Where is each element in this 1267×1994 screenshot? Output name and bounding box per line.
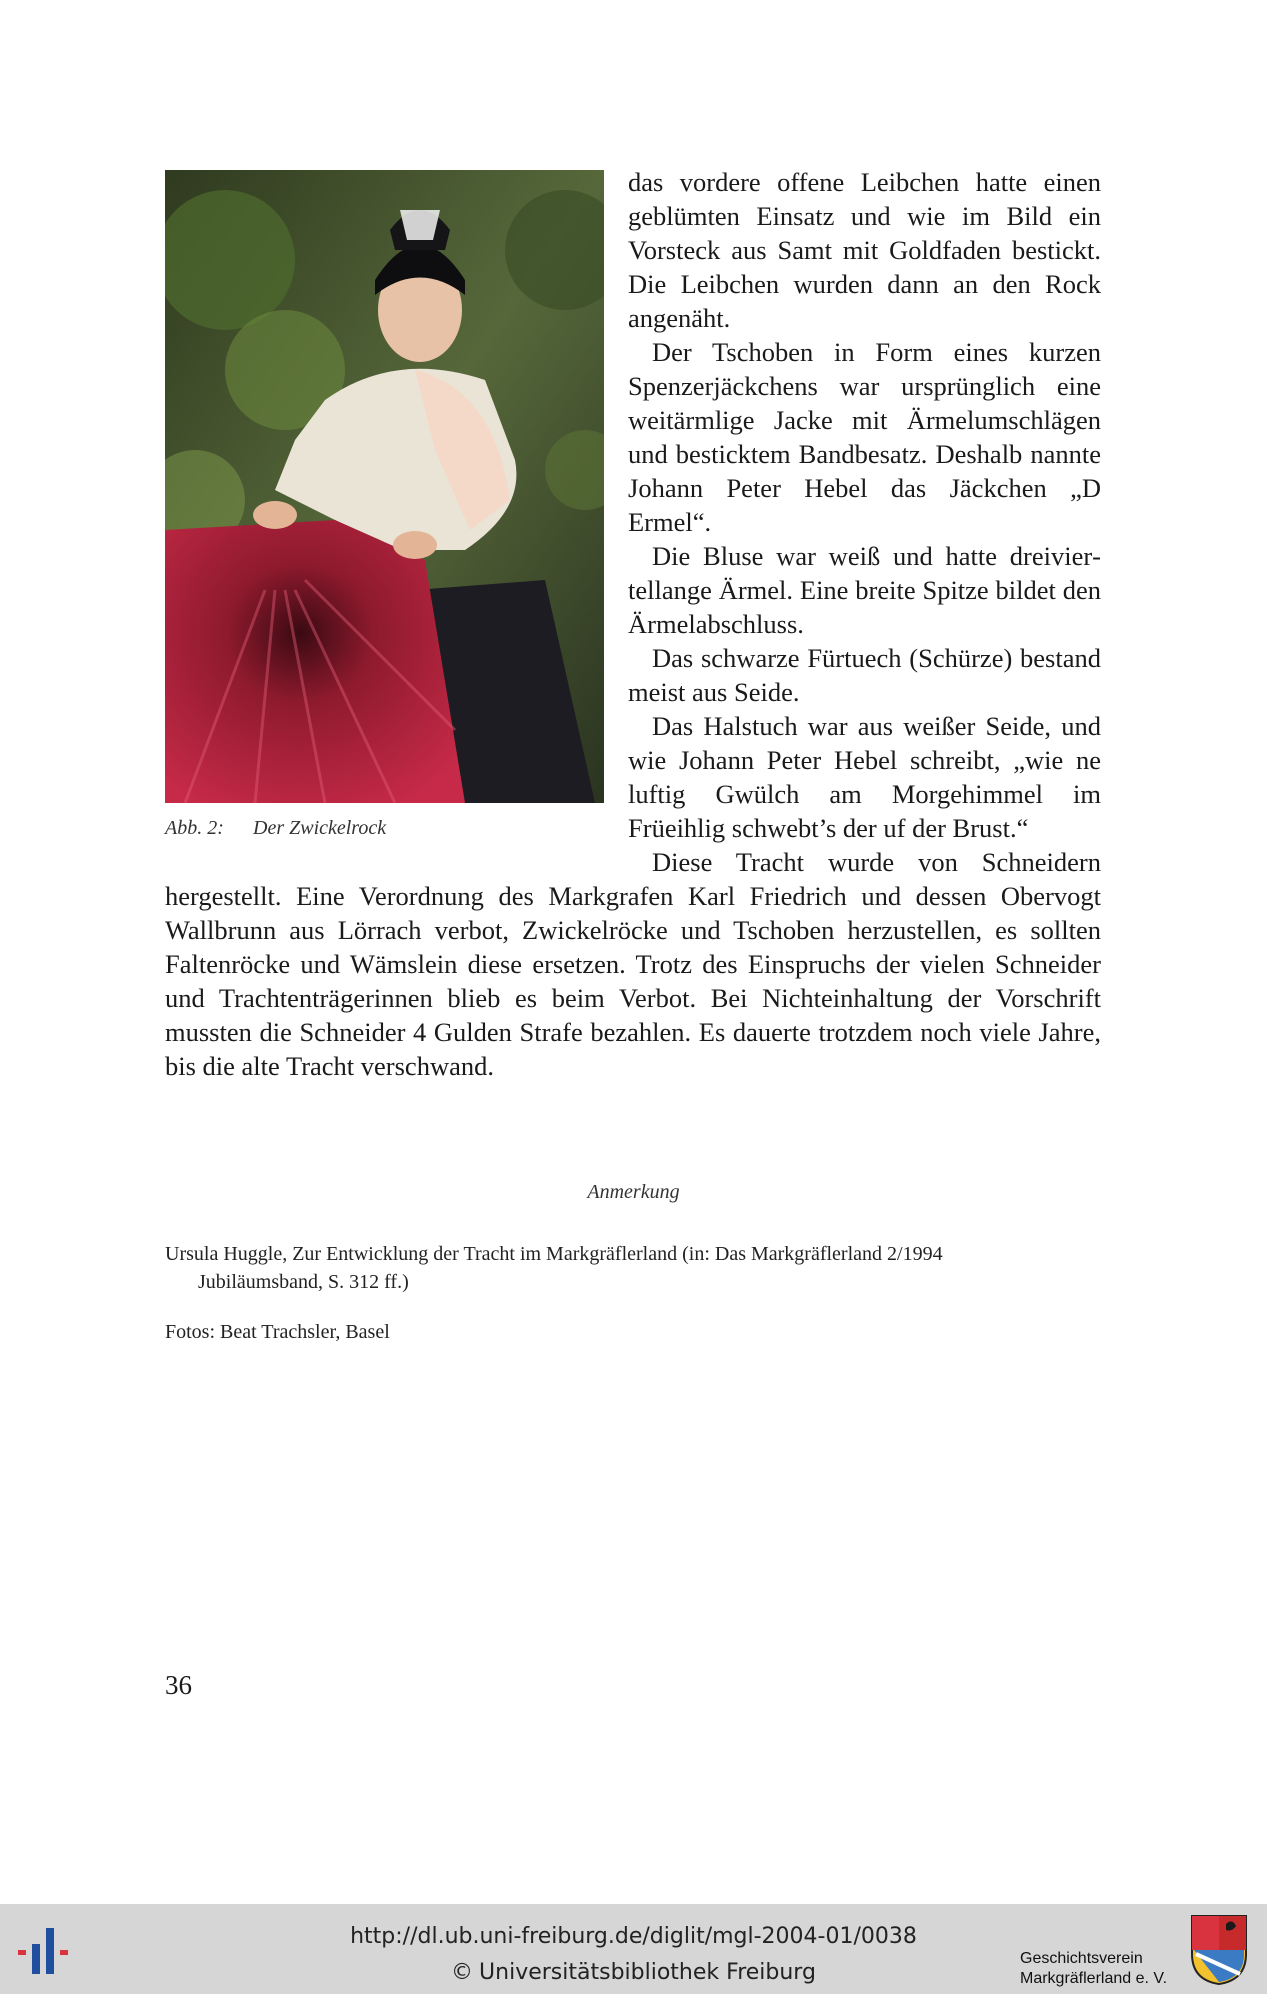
figure-caption-label: Abb. 2: [165, 817, 224, 839]
society-name [1020, 1949, 1167, 1989]
society-name-line-2: Markgräflerland e. V. [1020, 1970, 1168, 1987]
paragraph: Das schwarze Fürtuech (Schürze) bestand meist aus Seide. [628, 643, 1101, 707]
photo-credit: Fotos: Beat Trachsler, Basel [165, 1321, 390, 1343]
footer-bar [0, 1904, 1267, 1994]
zwickelrock-photo-illustration [165, 170, 604, 803]
reference-line-1: Ursula Huggle, Zur Entwicklung der Tracht im Markgräflerland (in: Das Markgräflerland 2/1994 [165, 1243, 943, 1265]
paragraph-lead: Diese Tracht wurde von Schneidern [652, 847, 1101, 877]
paragraph-body: hergestellt. Eine Verordnung des Markgrafen Karl Friedrich und dessen Obervogt Wallbrunn aus Lörrach verbot, Zwickelröcke und Tschoben herzustellen, es sollten Faltenröcke und Wämslein diese ersetzen. Trotz des Einspruchs der vielen Schneider und Trachtenträgerinnen blieb es beim Verbot. Bei Nichteinhaltung der Vorschrift mussten die Schneider 4 Gulden Strafe bezahlen. Es dauerte trotzdem noch viele Jahre, bis die alte Tracht verschwand. [165, 881, 1101, 1081]
coat-of-arms-icon [1190, 1914, 1248, 1986]
paragraph: das vordere offene Leibchen hatte einen geblümten Einsatz und wie im Bild ein Vorsteck aus Samt mit Goldfaden bestickt. Die Leibchen wurden dann an den Rock angenäht. [628, 167, 1101, 333]
notes-heading: Anmerkung [587, 1181, 680, 1203]
paragraph: Die Bluse war weiß und hatte dreiviertellange Ärmel. Eine breite Spitze bildet den Ärmelabschluss. [628, 541, 1101, 639]
copyright-holder: Universitätsbibliothek Freiburg [479, 1960, 816, 1985]
reference-entry [165, 1240, 1101, 1296]
copyright-symbol: © [451, 1960, 474, 1985]
full-width-paragraph [165, 845, 1101, 1083]
reference-line-2: Jubiläumsband, S. 312 ff.) [198, 1271, 409, 1293]
figure-caption [165, 817, 386, 840]
paragraph: Das Halstuch war aus weißer Seide, und wie Johann Peter Hebel schreibt, „wie ne luftig Gwülch am Morgehimmel im Früeihlig schwebt’s der uf der Brust.“ [628, 711, 1101, 843]
page-number: 36 [165, 1670, 192, 1700]
paragraph: Der Tschoben in Form eines kurzen Spenzerjäckchens war ursprünglich eine weitärmlige Jacke mit Ärmelumschlägen und besticktem Bandbesatz. Deshalb nannte Johann Peter Hebel das Jäckchen „D Ermel“. [628, 337, 1101, 537]
figure-caption-text: Der Zwickelrock [253, 817, 387, 839]
society-name-line-1: Geschichtsverein [1020, 1950, 1143, 1967]
source-url-link[interactable]: http://dl.ub.uni-freiburg.de/diglit/mgl-2004-01/0038 [350, 1924, 917, 1949]
right-column-text [628, 165, 1101, 845]
figure-photo [165, 170, 604, 803]
